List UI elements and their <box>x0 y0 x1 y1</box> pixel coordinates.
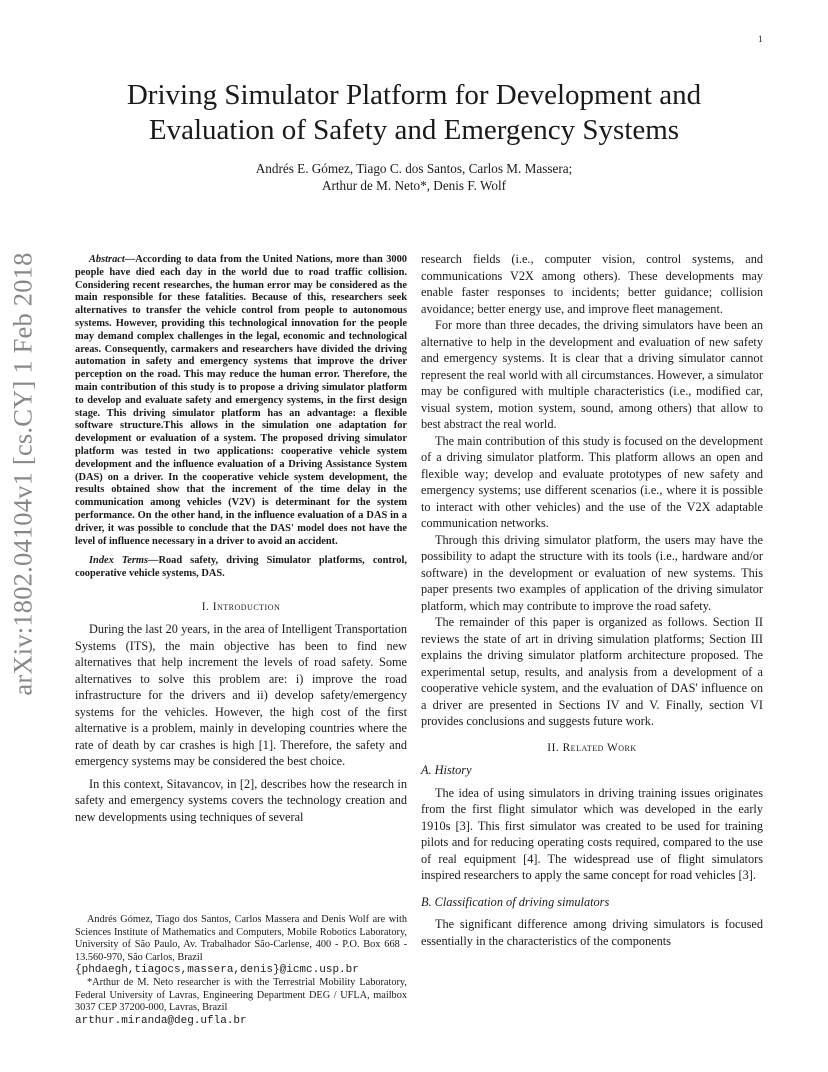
section-heading-introduction: I. Introduction <box>201 600 281 613</box>
right-paragraph-5: The remainder of this paper is organized as follows. Section II reviews the state of art in driving simulation platforms; Section III explains the driving simulator platform architecture proposed. The experimental setup, results, and analysis from a development of a cooperative vehicle system, and the evaluation of DAS' influence on a driver are presented in Sections IV and V. Finally, section VI provides conclusions and suggests future work. <box>421 615 763 728</box>
authors-line-1: Andrés E. Gómez, Tiago C. dos Santos, Carlos M. Massera; <box>255 161 573 176</box>
index-terms-label: Index Terms <box>89 555 149 567</box>
right-paragraph-2: For more than three decades, the driving simulators have been an alternative to help in the development and evaluation of new safety and emergency systems. It is clear that a driving simulator cannot represent the real world with all circumstances. However, a simulator may be configured with multiple characteristics (i.e., modified car, visual system, motion system, sound, among others) that allow to best abstract the real world. <box>421 318 763 431</box>
footnote-affiliation-1: Andrés Gómez, Tiago dos Santos, Carlos Massera and Denis Wolf are with Sciences Institute of Mathematics and Computers, Mobile Robotics Laboratory, University of São Paulo, Av. Trabalhador São-Carlense, 400 - P.O. Box 668 - 13.560-970, São Carlos, Brazil {phdaegh,tiagocs,massera,denis}@icmc.usp.br <box>75 914 407 977</box>
history-paragraph: The idea of using simulators in driving training issues originates from the first flight simulator which was developed in the early 1910s [3]. This first simulator was created to be used for training pilots and for reducing operating costs required, compared to the use of real equipment [4]. The widespread use of flight simulators inspired researchers to apply the same concept for road vehicles [3]. <box>421 785 763 882</box>
footnote-email-1: {phdaegh,tiagocs,massera,denis}@icmc.usp.br <box>75 964 359 977</box>
right-paragraph-1: research fields (i.e., computer vision, control systems, and communications V2X among others). These developments may enable faster responses to incidents; better guidance; collision avoidance; better energy use, and improve fleet management. <box>421 252 763 316</box>
author-list <box>60 160 768 194</box>
right-paragraph-4: Through this driving simulator platform, the users may have the possibility to adapt the structure with its tools (i.e., hardware and/or software) in the development or evaluation of new systems. This paper presents two examples of application of the driving simulator platform, which may contribute to improve the road safety. <box>421 532 763 613</box>
index-terms-text: —Road safety, driving Simulator platforms, control, cooperative vehicle systems, DAS. <box>75 555 407 580</box>
footnotes <box>75 914 407 1027</box>
index-terms <box>75 555 407 581</box>
title-line-2: Evaluation of Safety and Emergency Systems <box>148 114 680 146</box>
abstract <box>75 254 407 548</box>
paper-title <box>60 78 768 148</box>
subsection-heading-classification: B. Classification of driving simulators <box>421 894 610 909</box>
right-column <box>421 251 763 949</box>
subsection-heading-history: A. History <box>421 763 472 777</box>
authors-line-2: Arthur de M. Neto*, Denis F. Wolf <box>321 178 507 193</box>
footnote-affiliation-2: *Arthur de M. Neto researcher is with the Terrestrial Mobility Laboratory, Federal University of Lavras, Engineering Department DEG / UFLA, mailbox 3037 CEP 37200-000, Lavras, Brazil arthur.miranda@deg.ufla.br <box>75 976 407 1027</box>
right-paragraph-3: The main contribution of this study is focused on the development of a driving simulator platform. This platform allows an open and flexible way; develop and evaluate prototypes of new safety and emergency systems; use different scenarios (i.e., where it is possible to interact with other vehicles) and the use of the V2X adaptable communication networks. <box>421 433 763 530</box>
classification-paragraph: The significant difference among driving simulators is focused essentially in the characteristics of the components <box>421 917 763 948</box>
abstract-text: —According to data from the United Nations, more than 3000 people have died each day in the world due to road traffic collision. Considering recent researches, the human error may be considered as the main responsible for these fatalities. Because of this, researchers seek alternatives to transfer the vehicle control from people to autonomous systems. However, providing this technological innovation for the people may demand complex challenges in the legal, economic and technological areas. Consequently, carmakers and researchers have divided the driving automation in safety and emergency systems that improve the driver perception on the road. This may reduce the human error. Therefore, the main contribution of this study is to propose a driving simulator platform to develop and evaluate safety and emergency systems, in the first design stage. This driving simulator platform has an advantage: a flexible software structure.This allows in the simulation one adaptation for development or evaluation of a system. The proposed driving simulator platform was tested in two applications: cooperative vehicle system development and the influence evaluation of a Driving Assistance System (DAS) on a driver. In the cooperative vehicle system development, the results obtained show that the increment of the time delay in the communication among vehicles (V2V) is determinant for the system performance. On the other hand, in the influence evaluation of a DAS in a driver, it was possible to conclude that the DAS' model does not have the level of influence necessary in a driver to avoid an accident. <box>75 254 407 547</box>
page-number: 1 <box>758 34 763 44</box>
footnote-email-2: arthur.miranda@deg.ufla.br <box>75 1014 247 1027</box>
intro-paragraph-1: During the last 20 years, in the area of Intelligent Transportation Systems (ITS), the main objective has been to find new alternatives that help increment the levels of road safety. Some alternatives to solve this problem are: i) improve the road infrastructure for the drivers and ii) develop safety/emergency systems for the vehicles. However, the high cost of the first alternative is a problem, mainly in developing countries where the rate of death by car crashes is high [1]. Therefore, the safety and emergency systems may be considered the best choice. <box>75 622 407 769</box>
arxiv-identifier: arXiv:1802.04104v1 [cs.CY] 1 Feb 2018 <box>7 252 38 696</box>
section-heading-related-work: II. Related Work <box>547 741 637 754</box>
abstract-label: Abstract <box>89 254 125 265</box>
left-column <box>75 254 407 825</box>
title-line-1: Driving Simulator Platform for Development and <box>126 79 702 111</box>
intro-paragraph-2: In this context, Sitavancov, in [2], describes how the research in safety and emergency systems covers the technology creation and new developments using techniques of several <box>75 776 407 824</box>
